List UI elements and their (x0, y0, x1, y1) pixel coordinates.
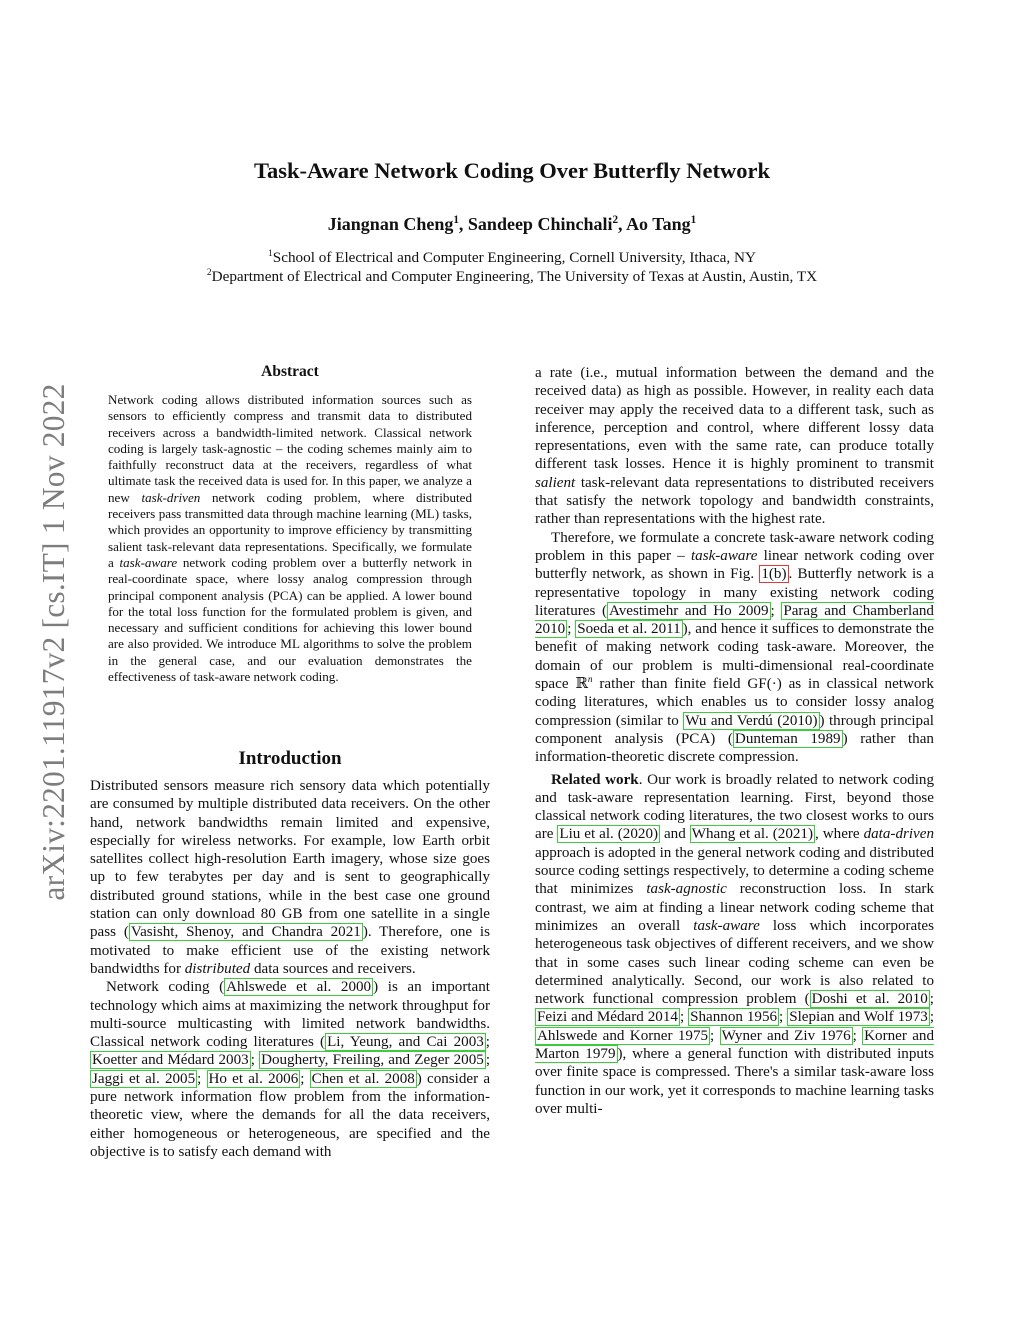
affiliation-mark: 1 (268, 249, 273, 260)
citation-link[interactable]: Liu et al. (2020) (559, 826, 659, 843)
citation-link[interactable]: Chen et al. 2008 (311, 1070, 415, 1087)
abstract-text: Network coding allows distributed information sources such as sensors to efficiently compress and transmit data to distributed receivers across a bandwidth-limited network. Classical network coding is largely task-agnostic – the coding schemes mainly aim to faithfully reconstruct data at the receivers, regardless of what ultimate task the received data is used for. In this paper, we analyze a new (108, 392, 472, 505)
abstract-heading: Abstract (261, 363, 319, 380)
author-affiliation-mark: 1 (690, 214, 697, 227)
citation-link[interactable]: Soeda et al. 2011 (577, 621, 681, 638)
abstract-text: network coding problem over a butterfly network in real-coordinate space, where lossy analog compression through principal component analysis (PCA) can be applied. A lower bound for the total loss function for the formulated problem is given, and necessary and sufficient conditions for achieving this lower bound are also provided. We introduce ML algorithms to solve the problem in the general case, and our evaluation demonstrates the effectiveness of task-aware network coding. (108, 554, 472, 685)
arxiv-stamp: arXiv:2201.11917v2 [cs.IT] 1 Nov 2022 (36, 383, 71, 901)
superscript: n (587, 675, 593, 686)
author-separator: , (458, 214, 468, 234)
paragraph (90, 777, 490, 978)
abstract-emphasis: task-aware (119, 554, 178, 570)
affiliation-2 (0, 268, 1024, 286)
emphasis: distributed (184, 960, 251, 977)
affiliation-text: School of Electrical and Computer Engineering, Cornell University, Ithaca, NY (272, 249, 756, 266)
citation-link[interactable]: Korner and Marton 1979 (535, 1027, 934, 1062)
body-text: ). Therefore, one is motivated to make efficient use of the existing network bandwidths for (90, 924, 490, 977)
affiliation-mark: 2 (206, 268, 212, 279)
paragraph (535, 364, 934, 529)
figure-link[interactable]: 1(b) (761, 566, 787, 583)
run-in-heading: Related work (551, 771, 639, 788)
affiliation-text: Department of Electrical and Computer Engineering, The University of Texas at Austin, Austin, TX (211, 268, 818, 285)
body-text: reconstruction loss. In stark contrast, we aim at finding a linear network coding scheme that minimizes an overall (535, 881, 935, 934)
paragraph: Therefore, we formulate a concrete task-aware network coding problem in this paper – task-aware linear network coding over butterfly network, as shown in Fig. 1(b) . Butterfly network is a representative topology in many existing network coding literatures ( Avestimehr and Ho 2009 ; Parag and Chamberland 2010 ; Soeda et al. 2011 ), and hence it suffices to demonstrate the benefit of making network coding task-aware. Moreover, the domain of our problem is multi-dimensional real-coordinate space ℝ$^n$ rather than finite field GF(·) as in classical network coding literatures, which enables us to consider lossy analog compression (similar to Wu and Verdú (2010) ) through principal component analysis (PCA) ( Dunteman 1989 ) rather than information-theoretic discrete compression. (535, 529, 935, 766)
citation-link[interactable]: Feizi and Médard 2014 (537, 1009, 678, 1026)
introduction-heading: Introduction (238, 748, 342, 769)
body-text: task-relevant data representations to distributed receivers that satisfy the network topology and bandwidth constraints, rather than representations with the highest rate. (535, 474, 934, 528)
citation-link[interactable]: Ahlswede and Korner 1975 (537, 1027, 709, 1044)
body-text: ) rather than information-theoretic discrete compression. (535, 730, 934, 766)
abstract-emphasis: task-driven (141, 489, 201, 505)
citation-link[interactable]: Ho et al. 2006 (208, 1070, 299, 1087)
citation-link[interactable]: Doshi et al. 2010 (811, 991, 928, 1008)
left-column (90, 777, 490, 1161)
body-text: . Butterfly network is a representative topology in many existing network coding literatures ( (535, 566, 934, 619)
body-text: linear network coding over butterfly network, as shown in Fig. (535, 547, 935, 583)
author-affiliation-mark: 1 (453, 214, 459, 227)
paper-title: Task-Aware Network Coding Over Butterfly Network (254, 158, 770, 183)
body-text: data sources and receivers. (250, 960, 416, 977)
emphasis: task-agnostic (646, 881, 727, 898)
body-text: a rate (i.e., mutual information between the demand and the received data) as high as possible. However, in reality each data receiver may apply the received data to a different task, such as inference, perception and control, where different lossy data representations, even with the same rate, can produce totally different task losses. Hence it is highly prominent to transmit (535, 365, 934, 473)
citation-link[interactable]: Ahlswede et al. 2000 (226, 979, 372, 996)
citation-link[interactable]: Li, Yeung, and Cai 2003 (327, 1034, 484, 1051)
abstract-text: network coding problem, where distributed receivers pass transmitted data through machine learning (ML) tasks, which provides an opportunity to improve efficiency by transmitting salient task-relevant data representations. Specifically, we formulate a (108, 489, 472, 570)
body-text: ) is an important technology which aims at maximizing the network throughput for multi-source multicasting with limited network bandwidths. Classical network coding literatures ( (90, 979, 490, 1051)
body-text: , where (815, 826, 864, 843)
citation-link[interactable]: Dougherty, Freiling, and Zeger 2005 (261, 1052, 484, 1069)
citation-link[interactable]: Koetter and Médard 2003 (92, 1052, 249, 1069)
author-affiliation-mark: 2 (612, 214, 619, 227)
citation-link[interactable]: Dunteman 1989 (734, 730, 841, 747)
emphasis: task-aware (690, 547, 758, 564)
body-text: ) through principal component analysis (PCA) ( (535, 712, 934, 747)
citation-link[interactable]: Jaggi et al. 2005 (92, 1070, 196, 1087)
body-text: loss which incorporates heterogeneous task objectives of different receivers, and we show that in some cases such linear coding scheme can even be determined analytically. Second, our work is also related to network functional compression problem ( (535, 917, 935, 1008)
author-separator: , (618, 214, 627, 234)
author-name: Sandeep Chinchali (467, 214, 613, 234)
body-text: Therefore, we formulate a concrete task-aware network coding problem in this paper – (535, 529, 934, 564)
body-text: Network coding ( (106, 979, 225, 996)
right-column (535, 364, 934, 1118)
citation-link[interactable]: Vasisht, Shenoy, and Chandra 2021 (130, 924, 361, 941)
citation-link[interactable]: Avestimehr and Ho 2009 (608, 602, 769, 619)
citation-link[interactable]: Slepian and Wolf 1973 (789, 1009, 928, 1026)
body-text: . Our work is broadly related to network coding and task-aware representation learning. First, beyond those classical network coding literatures, the two closest works to ours are (535, 771, 935, 843)
paragraph: Network coding ( Ahlswede et al. 2000 ) is an important technology which aims at maximizing the network throughput for multi-source multicasting with limited network bandwidths. Classical network coding literatures ( Li, Yeung, and Cai 2003 ; Koetter and Médard 2003 ; Dougherty, Freiling, and Zeger 2005 ; Jaggi et al. 2005 ; Ho et al. 2006 ; Chen et al. 2008 ) consider a pure network information flow problem from the information-theoretic view, where the demands for all the data receivers, either homogeneous or heterogeneous, are specified and the objective is to satisfy each demand with (90, 979, 491, 1160)
body-text: ), and hence it suffices to demonstrate the benefit of making network coding task-aware. Moreover, the domain of our problem is multi-dimensional real-coordinate space ℝ (535, 621, 935, 693)
body-text: ), where a general function with distributed inputs over finite space is compressed. There's a similar task-aware loss function in our work, yet it corresponds to machine learning tasks over multi- (535, 1045, 934, 1117)
emphasis: salient (535, 474, 576, 491)
body-text: and (660, 826, 690, 843)
body-text: Distributed sensors measure rich sensory data which potentially are consumed by multiple distributed data receivers. On the other hand, network bandwidths remain limited and expensive, especially for wireless networks. For example, low Earth orbit satellites collect high-resolution Earth imagery, whose size goes up to few terabytes per day and is sent to geographically distributed ground stations, while in the best case one ground station can only download 80 GB from one satellite in a single pass ( (90, 778, 490, 941)
author-name: Jiangnan Cheng (327, 214, 454, 234)
body-text: ) consider a pure network information flow problem from the information-theoretic view, where the demands for all the data receivers, either homogeneous or heterogeneous, are specified and the objective is to satisfy each demand with (90, 1070, 491, 1160)
affiliation-1 (0, 249, 1024, 267)
author-name: Ao Tang (626, 214, 691, 234)
emphasis: task-aware (693, 917, 760, 934)
citation-link[interactable]: Wyner and Ziv 1976 (721, 1027, 851, 1044)
paragraph: Related work. Our work is broadly related to network coding and task-aware representation learning. First, beyond those classical network coding literatures, the two closest works to ours are Liu et al. (2020) and Whang et al. (2021) , where data-driven approach is adopted in the general network coding and distributed source coding settings respectively, to determine a coding scheme that minimizes task-agnostic reconstruction loss. In stark contrast, we aim at finding a linear network coding scheme that minimizes an overall task-aware loss which incorporates heterogeneous task objectives of different receivers, and we show that in some cases such linear coding scheme can even be determined analytically. Second, our work is also related to network functional compression problem ( Doshi et al. 2010 ; Feizi and Médard 2014 ; Shannon 1956 ; Slepian and Wolf 1973 ; Ahlswede and Korner 1975 ; Wyner and Ziv 1976 ; Korner and Marton 1979 ), where a general function with distributed inputs over finite space is compressed. There's a similar task-aware loss function in our work, yet it corresponds to machine learning tasks over multi- (535, 771, 935, 1117)
citation-link[interactable]: Wu and Verdú (2010) (685, 712, 818, 729)
author-list (0, 214, 1024, 235)
emphasis: data-driven (863, 826, 934, 843)
body-text: approach is adopted in the general network coding and distributed source coding settings respectively, to determine a coding scheme that minimizes (535, 844, 934, 898)
citation-link[interactable]: Parag and Chamberland 2010 (535, 602, 934, 638)
body-text: rather than finite field GF(·) as in classical network coding literatures, which enables us to consider lossy analog compression (similar to (535, 676, 934, 729)
citation-link[interactable]: Whang et al. (2021) (691, 826, 814, 843)
citation-link[interactable]: Shannon 1956 (690, 1009, 778, 1026)
abstract-body (108, 392, 472, 685)
